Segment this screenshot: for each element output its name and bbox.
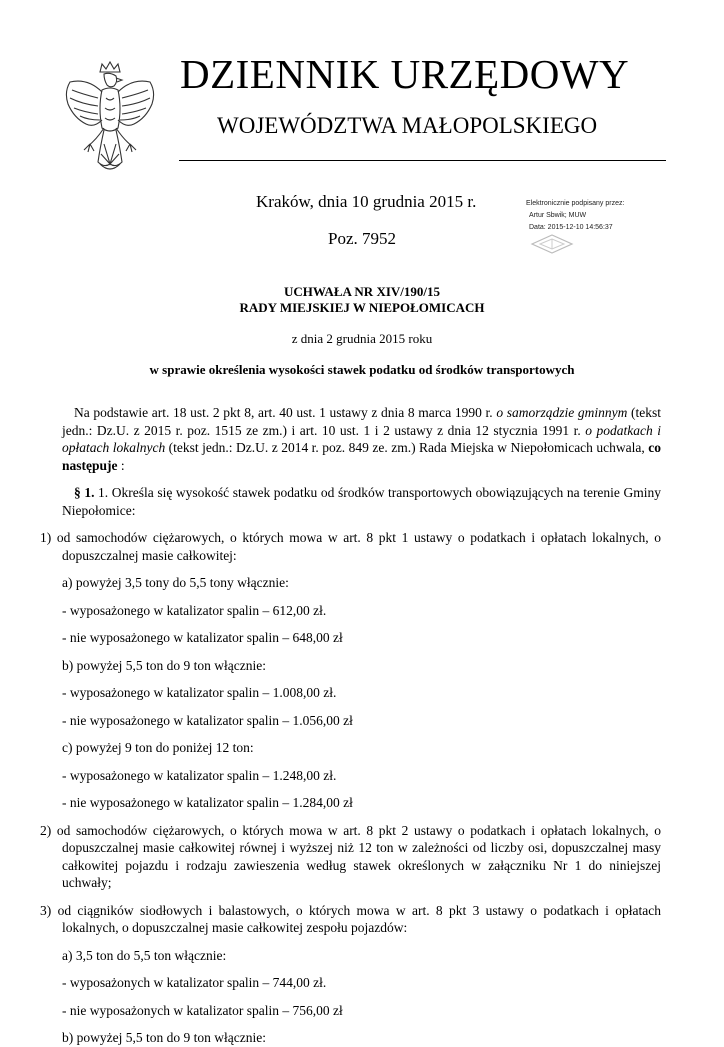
position-number: Poz. 7952: [328, 229, 396, 248]
document-body: [40, 404, 662, 1047]
list-item: b) powyżej 5,5 ton do 9 ton włącznie:: [62, 1030, 266, 1045]
list-item: - nie wyposażonego w katalizator spalin – 1.284,00 zł: [62, 795, 353, 810]
publication-date: Kraków, dnia 10 grudnia 2015 r.: [256, 192, 477, 211]
list-item: a) powyżej 3,5 tony do 5,5 tony włącznie:: [62, 575, 289, 590]
list-item: 2) od samochodów ciężarowych, o których mowa w art. 8 pkt 2 ustawy o podatkach i opłatach lokalnych, o dopuszczalnej masie całkowitej równej i wyższej niż 12 ton w zależności od liczby osi, dopuszczalnej masy całkowitej pojazdu i rodzaju zawieszenia według stawek określonych w załączniku Nr 1 do niniejszej uchwały;: [40, 822, 661, 890]
list-item: b) powyżej 5,5 ton do 9 ton włącznie:: [62, 657, 266, 673]
resolution-date: z dnia 2 grudnia 2015 roku: [291, 331, 433, 346]
list-item: - nie wyposażonych w katalizator spalin – 756,00 zł: [62, 1002, 343, 1018]
list-item: c) powyżej 9 ton do poniżej 12 ton:: [62, 740, 254, 755]
signature-signer: Artur Sbwik; MUW: [529, 212, 587, 219]
section-1-paragraph: § 1. 1. Określa się wysokość stawek podatku od środków transportowych obowiązujących na terenie Gminy Niepołomice:: [62, 485, 662, 518]
list-item: 3) od ciągników siodłowych i balastowych, o których mowa w art. 8 pkt 3 ustawy o podatkach i opłatach lokalnych, o dopuszczalnej masie całkowitej zespołu pojazdów:: [40, 902, 661, 935]
signature-stamp-icon: [530, 233, 574, 255]
electronic-signature: [526, 198, 624, 234]
journal-title: DZIENNIK URZĘDOWY: [180, 51, 630, 97]
header-divider: [179, 160, 666, 161]
list-item: - wyposażonego w katalizator spalin – 1.008,00 zł.: [62, 685, 337, 700]
signature-date: Data: 2015-12-10 14:56:37: [529, 224, 613, 231]
list-item: 1) od samochodów ciężarowych, o których mowa w art. 8 pkt 1 ustawy o podatkach i opłatach lokalnych, o dopuszczalnej masie całkowitej:: [40, 530, 661, 563]
list-item: - wyposażonego w katalizator spalin – 612,00 zł.: [62, 602, 327, 618]
preamble-paragraph: Na podstawie art. 18 ust. 2 pkt 8, art. 40 ust. 1 ustawy z dnia 8 marca 1990 r. o samorządzie gminnym (tekst jedn.: Dz.U. z 2015 r. poz. 1515 ze zm.) i art. 10 ust. 1 i 2 ustawy z dnia 12 stycznia 1991 r. o podatkach i opłatach lokalnych (tekst jedn.: Dz.U. z 2014 r. poz. 849 ze. zm.) Rada Miejska w Niepołomicach uchwala, co następuje :: [62, 405, 661, 473]
journal-subtitle: WOJEWÓDZTWA MAŁOPOLSKIEGO: [217, 113, 598, 138]
list-item: - wyposażonego w katalizator spalin – 1.248,00 zł.: [62, 767, 337, 783]
list-item: - wyposażonych w katalizator spalin – 744,00 zł.: [62, 975, 327, 990]
list-item: - nie wyposażonego w katalizator spalin – 648,00 zł: [62, 630, 343, 645]
list-item: a) 3,5 ton do 5,5 ton włącznie:: [62, 947, 227, 963]
council-name: RADY MIEJSKIEJ W NIEPOŁOMICACH: [239, 300, 485, 315]
signature-label: Elektronicznie podpisany przez:: [526, 200, 625, 207]
list-item: - nie wyposażonego w katalizator spalin – 1.056,00 zł: [62, 712, 353, 728]
resolution-subject: w sprawie określenia wysokości stawek podatku od środków transportowych: [149, 362, 575, 377]
eagle-emblem-icon: [60, 58, 160, 180]
resolution-number: UCHWAŁA NR XIV/190/15: [283, 284, 440, 299]
